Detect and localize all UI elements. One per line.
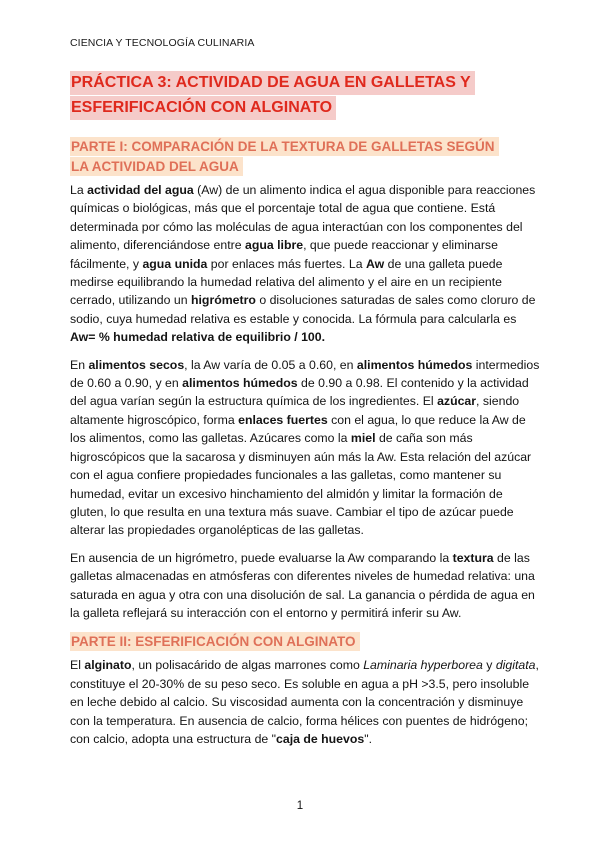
paragraph-aw-definition: La actividad del agua (Aw) de un alimento indica el agua disponible para reacciones químicas o biológicas, más que el porcentaje total de agua que contiene. Está determinada por cómo las moléculas de agua interactúan con los componentes del alimento, diferenciándose entre agua libre, que puede reaccionar y eliminarse fácilmente, y agua unida por enlaces más fuertes. La Aw de una galleta puede medirse equilibrando la humedad relativa del alimento y el aire en un recipiente cerrado, utilizando un higrómetro o disoluciones saturadas de sales como cloruro de sodio, cuya humedad relativa es estable y conocida. La fórmula para calcularla es Aw= % humedad relativa de equilibrio / 100. xyxy=(70,183,536,345)
paragraph-aw-ranges-sugar: En alimentos secos, la Aw varía de 0.05 a 0.60, en alimentos húmedos intermedios de 0.60 a 0.90, y en alimentos húmedos de 0.90 a 0.98. El contenido y la actividad del agua varían según la estructura química de los ingredientes. El azúcar, siendo altamente higroscópico, forma enlaces fuertes con el agua, lo que reduce la Aw de los alimentos, como las galletas. Azúcares como la miel de caña son más higroscópicos que la sacarosa y disminuyen aún más la Aw. Esta relación del azúcar con el agua confiere propiedades funcionales a las galletas, como mantener su humedad, evitar un excesivo hinchamiento del almidón y limitar la formación de gluten, lo que resulta en una textura más suave. Cambiar el tipo de azúcar puede alterar las propiedades organolépticas de las galletas. xyxy=(70,357,540,538)
section-ii-heading-line-1 xyxy=(70,632,544,652)
paragraph-texture-evaluation: En ausencia de un higrómetro, puede evaluarse la Aw comparando la textura de las galletas almacenadas en atmósferas con diferentes niveles de humedad relativa: una saturada en agua y otra con una disolución de sal. La ganancia o pérdida de agua en la galleta reflejará su interacción con el entorno y permitirá inferir su Aw. xyxy=(70,550,535,620)
title-line-2-text: ESFERIFICACIÓN CON ALGINATO xyxy=(70,96,336,120)
title-line-1-text: PRÁCTICA 3: ACTIVIDAD DE AGUA EN GALLETAS Y xyxy=(70,71,475,95)
section-parte-i xyxy=(70,137,544,622)
paragraph-alginato: El alginato, un polisacárido de algas marrones como Laminaria hyperborea y digitata, constituye el 20-30% de su peso seco. Es soluble en agua a pH >3.5, pero insoluble en leche debido al calcio. Su viscosidad aumenta con la concentración y disminuye con la temperatura. En ausencia de calcio, forma hélices con puentes de hidrógeno; con calcio, adopta una estructura de "caja de huevos". xyxy=(70,658,539,746)
section-i-heading-line-1 xyxy=(70,137,544,157)
section-parte-ii xyxy=(70,632,544,748)
document-title xyxy=(70,70,544,120)
section-heading-parte-ii xyxy=(70,632,544,652)
section-i-heading-line-2-text: LA ACTIVIDAD DEL AGUA xyxy=(70,157,243,176)
title-line-1 xyxy=(70,70,544,95)
section-heading-parte-i xyxy=(70,137,544,177)
section-i-heading-line-2 xyxy=(70,157,544,177)
title-line-2 xyxy=(70,95,544,120)
section-ii-heading-line-1-text: PARTE II: ESFERIFICACIÓN CON ALGINATO xyxy=(70,632,360,651)
page-number: 1 xyxy=(296,800,304,812)
section-i-heading-line-1-text: PARTE I: COMPARACIÓN DE LA TEXTURA DE GALLETAS SEGÚN xyxy=(70,137,499,156)
document-header-text: CIENCIA Y TECNOLOGÍA CULINARIA xyxy=(70,37,255,49)
